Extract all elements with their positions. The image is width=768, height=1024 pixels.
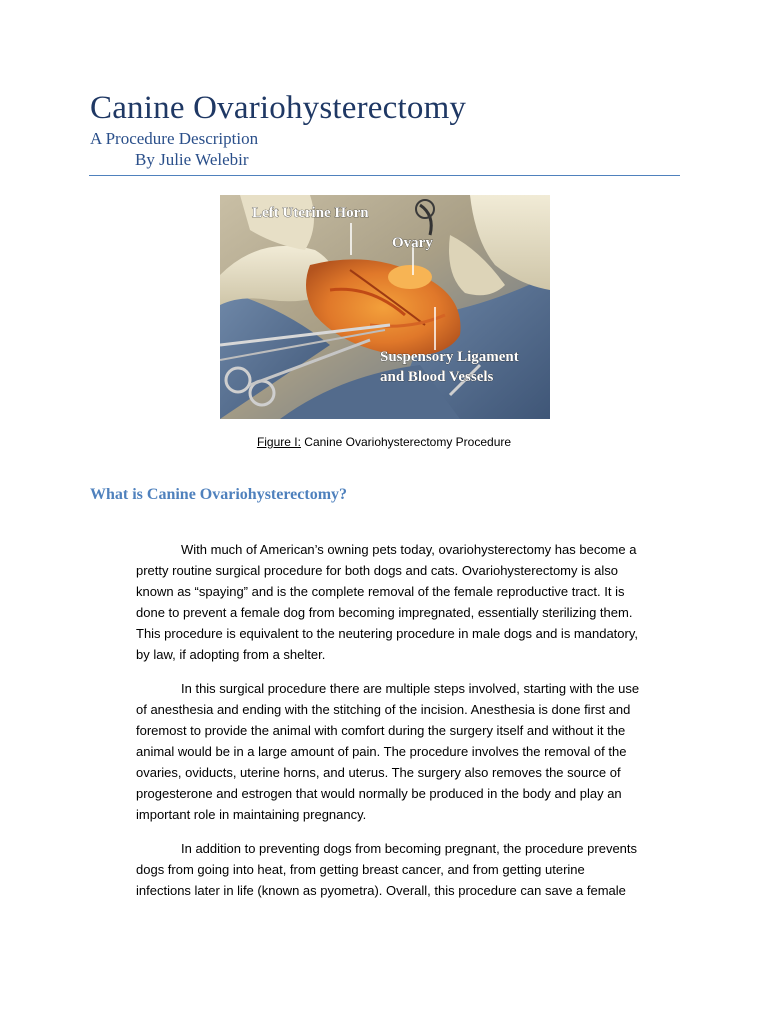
author-byline: By Julie Welebir	[135, 150, 249, 169]
section-heading: What is Canine Ovariohysterectomy?	[90, 486, 348, 503]
label-ligament-line1: Suspensory Ligament	[380, 349, 519, 365]
paragraph-line: With much of American’s owning pets today, ovariohysterectomy has become a	[181, 542, 637, 557]
paragraph-line: In addition to preventing dogs from becoming pregnant, the procedure prevents	[181, 841, 638, 856]
paragraph-line: animal would be in a large amount of pain. The procedure involves the removal of the	[136, 744, 627, 759]
paragraph-1	[136, 539, 681, 665]
paragraph-3	[136, 838, 681, 901]
label-ligament-line2: and Blood Vessels	[380, 369, 494, 385]
paragraph-2	[136, 678, 681, 825]
paragraph-line: In this surgical procedure there are multiple steps involved, starting with the use	[181, 681, 640, 696]
label-uterine-horn: Left Uterine Horn	[252, 205, 369, 221]
figure-number: Figure I:	[256, 435, 301, 449]
title-divider	[89, 175, 680, 176]
paragraph-line: infections later in life (known as pyometra). Overall, this procedure can save a female	[136, 883, 626, 898]
paragraph-line: of anesthesia and ending with the stitching of the incision. Anesthesia is done first and	[136, 702, 631, 717]
paragraph-line: by law, if adopting from a shelter.	[136, 647, 326, 662]
document-title: Canine Ovariohysterectomy	[90, 90, 467, 126]
figure-caption	[0, 434, 768, 450]
document-subtitle: A Procedure Description	[90, 129, 259, 148]
surgery-photo	[220, 195, 550, 419]
paragraph-line: ovaries, oviducts, uterine horns, and uterus. The surgery also removes the source of	[136, 765, 621, 780]
paragraph-line: foremost to provide the animal with comfort during the surgery itself and without it the	[136, 723, 626, 738]
paragraph-line: pretty routine surgical procedure for both dogs and cats. Ovariohysterectomy is also	[136, 563, 618, 578]
paragraph-line: progesterone and estrogen that would normally be produced in the body and play an	[136, 786, 622, 801]
paragraph-line: done to prevent a female dog from becoming impregnated, essentially sterilizing them.	[136, 605, 633, 620]
label-ovary: Ovary	[392, 235, 433, 251]
figure-caption-text: Canine Ovariohysterectomy Procedure	[300, 435, 512, 449]
paragraph-line: dogs from going into heat, from getting breast cancer, and from getting uterine	[136, 862, 585, 877]
paragraph-line: known as “spaying” and is the complete removal of the female reproductive tract. It is	[136, 584, 625, 599]
paragraph-line: important role in maintaining pregnancy.	[136, 807, 367, 822]
paragraph-line: This procedure is equivalent to the neutering procedure in male dogs and is mandatory,	[136, 626, 638, 641]
